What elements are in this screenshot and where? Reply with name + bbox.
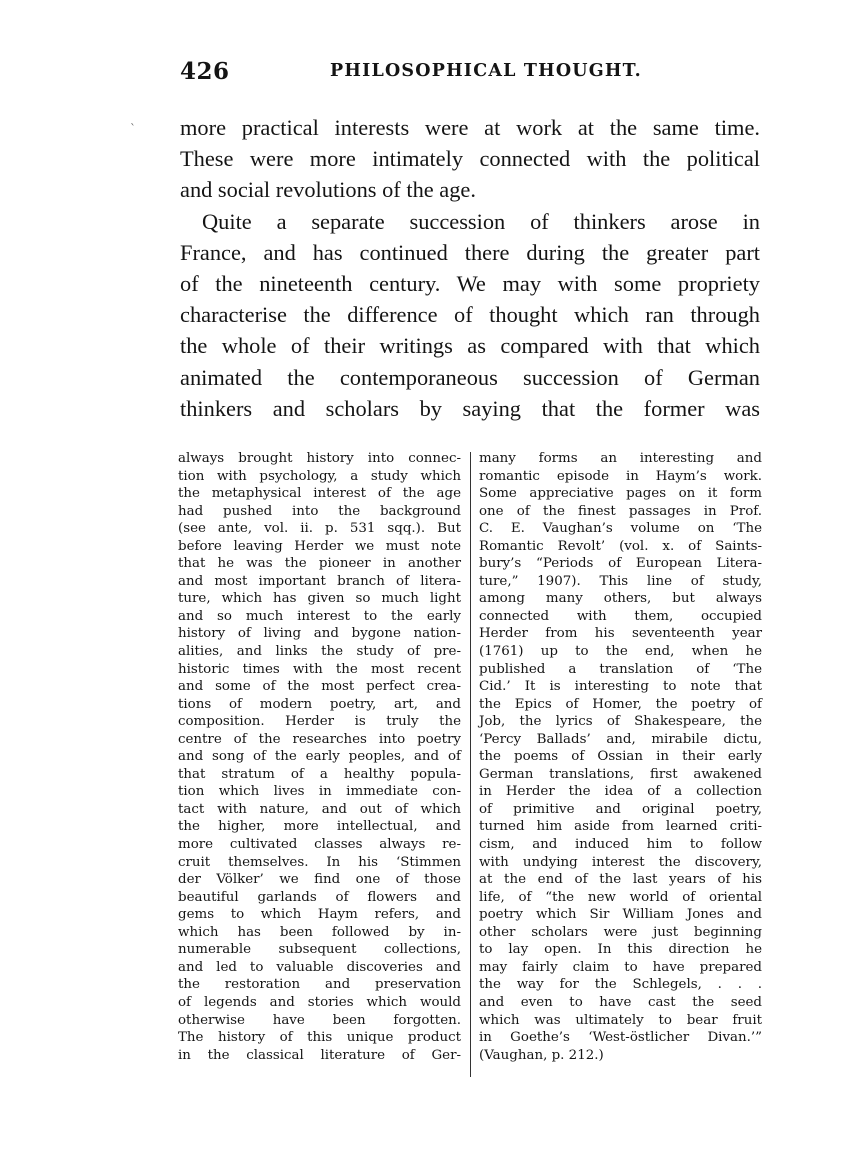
footnote-line: ture,” 1907). This line of study, bbox=[479, 573, 762, 589]
footnote-column-left bbox=[178, 450, 461, 1064]
footnote-line: romantic episode in Haym’s work. bbox=[479, 468, 762, 484]
footnote-line: and most important branch of litera- bbox=[178, 573, 461, 589]
footnote-line: the higher, more intellectual, and bbox=[178, 819, 461, 835]
main-line: Quite a separate succession of thinkers arose in bbox=[202, 208, 760, 234]
footnote-line: Romantic Revolt’ (vol. x. of Saints- bbox=[479, 538, 762, 554]
footnotes bbox=[178, 450, 762, 1090]
footnote-line: tact with nature, and out of which bbox=[178, 801, 461, 817]
footnote-line: of legends and stories which would bbox=[178, 994, 461, 1010]
footnote-line: otherwise have been forgotten. bbox=[178, 1012, 461, 1028]
footnote-line: (Vaughan, p. 212.) bbox=[479, 1047, 604, 1063]
footnote-line: Herder from his seventeenth year bbox=[479, 626, 762, 642]
footnote-line: der Völker’ we find one of those bbox=[178, 872, 461, 888]
running-head: PHILOSOPHICAL THOUGHT. bbox=[330, 61, 642, 81]
footnote-line: bury’s “Periods of European Litera- bbox=[479, 556, 762, 572]
main-line: animated the contemporaneous succession of German bbox=[180, 364, 760, 390]
footnote-line: C. E. Vaughan’s volume on ‘The bbox=[479, 521, 762, 537]
footnote-line: other scholars were just beginning bbox=[479, 924, 762, 940]
main-line: France, and has continued there during the greater part bbox=[180, 239, 760, 265]
page-header bbox=[180, 58, 760, 92]
footnote-line: ‘Percy Ballads’ and, mirabile dictu, bbox=[479, 731, 762, 747]
footnote-line: life, of “the new world of oriental bbox=[479, 889, 762, 905]
footnote-line: Job, the lyrics of Shakespeare, the bbox=[479, 714, 762, 730]
footnote-line: gems to which Haym refers, and bbox=[178, 907, 461, 923]
footnote-line: of primitive and original poetry, bbox=[479, 801, 762, 817]
footnote-line: the restoration and preservation bbox=[178, 977, 461, 993]
footnote-line: to lay open. In this direction he bbox=[479, 942, 762, 958]
footnote-line: The history of this unique product bbox=[178, 1030, 461, 1046]
footnote-line: always brought history into connec- bbox=[178, 451, 461, 466]
footnote-line: numerable subsequent collections, bbox=[178, 942, 461, 958]
footnote-line: more cultivated classes always re- bbox=[178, 837, 461, 853]
footnote-line: tion which lives in immediate con- bbox=[178, 784, 461, 800]
footnote-line: which was ultimately to bear fruit bbox=[479, 1012, 762, 1028]
footnote-line: centre of the researches into poetry bbox=[178, 731, 461, 747]
footnote-line: Cid.’ It is interesting to note that bbox=[479, 679, 762, 695]
main-line: and social revolutions of the age. bbox=[180, 177, 476, 203]
footnote-line: in Herder the idea of a collection bbox=[479, 784, 762, 800]
footnote-line: and some of the most perfect crea- bbox=[178, 679, 461, 695]
footnote-line: (see ante, vol. ii. p. 531 sqq.). But bbox=[178, 521, 461, 537]
footnote-line: that he was the pioneer in another bbox=[178, 556, 461, 572]
footnote-line: in Goethe’s ‘West-östlicher Divan.’” bbox=[479, 1030, 762, 1046]
footnote-line: before leaving Herder we must note bbox=[178, 538, 461, 554]
footnote-line: the way for the Schlegels, . . . bbox=[479, 977, 762, 993]
footnote-line: cruit themselves. In his ‘Stimmen bbox=[178, 854, 461, 870]
footnote-column-right bbox=[479, 450, 762, 1064]
footnote-line: tion with psychology, a study which bbox=[178, 468, 461, 484]
footnote-line: historic times with the most recent bbox=[178, 661, 461, 677]
footnote-line: may fairly claim to have prepared bbox=[479, 959, 762, 975]
footnote-line: among many others, but always bbox=[479, 591, 762, 607]
footnote-line: ture, which has given so much light bbox=[178, 591, 461, 607]
footnote-line: the poems of Ossian in their early bbox=[479, 749, 762, 765]
footnote-line: German translations, first awakened bbox=[479, 766, 762, 782]
footnote-line: cism, and induced him to follow bbox=[479, 837, 762, 853]
footnote-line: at the end of the last years of his bbox=[479, 872, 762, 888]
margin-tick-icon: ` bbox=[130, 122, 136, 136]
main-line: These were more intimately connected with the political bbox=[180, 146, 760, 172]
footnote-line: and song of the early peoples, and of bbox=[178, 749, 461, 765]
main-line: the whole of their writings as compared with that which bbox=[180, 333, 760, 359]
footnote-line: alities, and links the study of pre- bbox=[178, 644, 461, 660]
main-line: thinkers and scholars by saying that the former was bbox=[180, 395, 760, 421]
main-line: characterise the difference of thought which ran through bbox=[180, 302, 760, 328]
footnote-line: the Epics of Homer, the poetry of bbox=[479, 696, 762, 712]
footnote-line: connected with them, occupied bbox=[479, 608, 762, 624]
footnote-line: composition. Herder is truly the bbox=[178, 714, 461, 730]
footnote-line: published a translation of ‘The bbox=[479, 661, 762, 677]
footnote-line: many forms an interesting and bbox=[479, 451, 762, 466]
column-divider bbox=[470, 452, 471, 1077]
footnote-line: (1761) up to the end, when he bbox=[479, 644, 762, 660]
main-text bbox=[180, 112, 760, 424]
footnote-line: history of living and bygone nation- bbox=[178, 626, 461, 642]
footnote-line: one of the finest passages in Prof. bbox=[479, 503, 762, 519]
footnote-line: and so much interest to the early bbox=[178, 608, 461, 624]
footnote-line: and led to valuable discoveries and bbox=[178, 959, 461, 975]
footnote-line: tions of modern poetry, art, and bbox=[178, 696, 461, 712]
footnote-line: Some appreciative pages on it form bbox=[479, 486, 762, 502]
main-line: more practical interests were at work at the same time. bbox=[180, 115, 760, 140]
footnote-line: had pushed into the background bbox=[178, 503, 461, 519]
footnote-line: in the classical literature of Ger- bbox=[178, 1047, 461, 1063]
footnote-line: that stratum of a healthy popula- bbox=[178, 766, 461, 782]
footnote-line: and even to have cast the seed bbox=[479, 994, 762, 1010]
footnote-line: poetry which Sir William Jones and bbox=[479, 907, 762, 923]
main-line: of the nineteenth century. We may with some propriety bbox=[180, 271, 760, 297]
footnote-line: with undying interest the discovery, bbox=[479, 854, 762, 870]
footnote-line: which has been followed by in- bbox=[178, 924, 461, 940]
footnote-line: turned him aside from learned criti- bbox=[479, 819, 762, 835]
footnote-line: beautiful garlands of flowers and bbox=[178, 889, 461, 905]
page-number: 426 bbox=[180, 58, 230, 85]
footnote-line: the metaphysical interest of the age bbox=[178, 486, 461, 502]
